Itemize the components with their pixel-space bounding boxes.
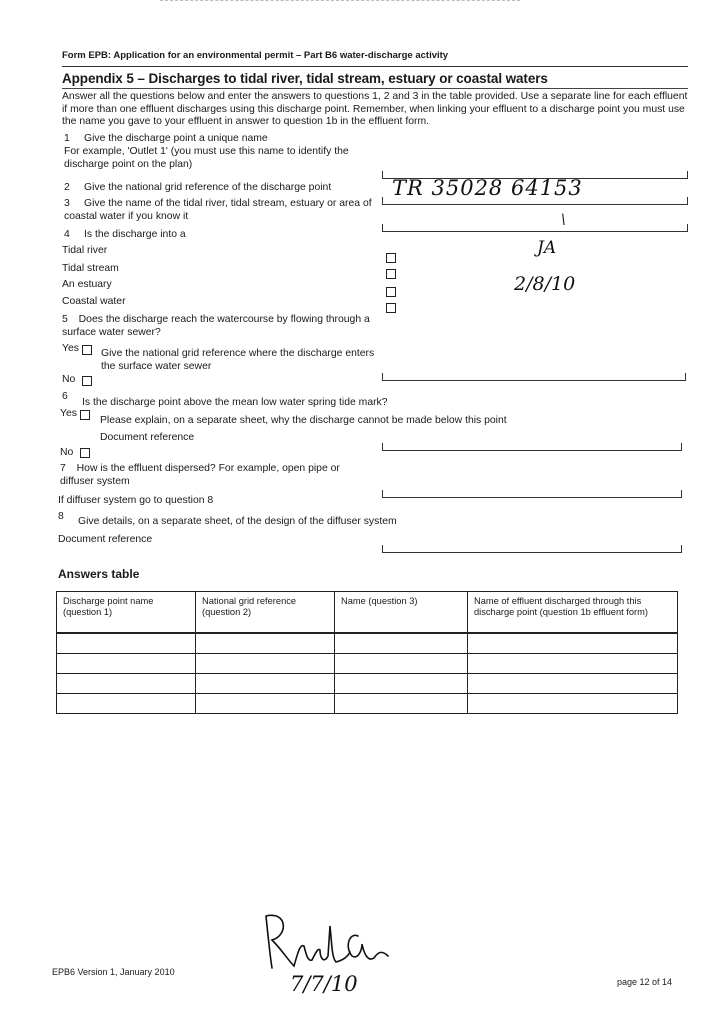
scan-artifact [160, 0, 520, 1]
q1-number: 1 [64, 133, 70, 144]
table-cell[interactable] [57, 654, 196, 674]
q6-docref-label: Document reference [100, 432, 195, 443]
table-row [57, 694, 678, 714]
table-cell[interactable] [335, 674, 468, 694]
table-cell[interactable] [196, 654, 335, 674]
q7-text-block [60, 463, 360, 488]
q2-text: Give the national grid reference of the discharge point [84, 182, 332, 193]
q5-yes-text: Give the national grid reference where the discharge enters the surface water sewer [101, 348, 375, 372]
q4-option-tidal-stream: Tidal stream [62, 263, 119, 274]
form-title: Form EPB: Application for an environmental permit – Part B6 water-discharge activity [62, 50, 449, 61]
q5-yes-label: Yes [62, 343, 79, 354]
q2-number: 2 [64, 182, 70, 193]
q7-text: How is the effluent dispersed? For example, open pipe or diffuser system [60, 463, 340, 487]
q6-text: Is the discharge point above the mean low water spring tide mark? [82, 397, 388, 408]
table-row [57, 654, 678, 674]
form-version: EPB6 Version 1, January 2010 [52, 967, 175, 977]
table-row [57, 633, 678, 654]
column-header: Discharge point name (question 1) [57, 592, 196, 634]
q5-grid-ref-field[interactable] [382, 380, 686, 381]
q4-option-tidal-river: Tidal river [62, 245, 108, 256]
q7-answer-field[interactable] [382, 497, 682, 498]
table-cell[interactable] [468, 654, 678, 674]
q6-number: 6 [62, 391, 68, 402]
table-cell[interactable] [57, 674, 196, 694]
table-cell[interactable] [196, 633, 335, 654]
divider [62, 66, 688, 67]
signature [258, 906, 398, 976]
table-cell[interactable] [57, 694, 196, 714]
q3-handwritten-mark: \ [561, 212, 566, 228]
table-cell[interactable] [57, 633, 196, 654]
q3-text: Give the name of the tidal river, tidal stream, estuary or area of coastal water if you know it [64, 198, 372, 222]
intro-text: Answer all the questions below and enter the answers to questions 1, 2 and 3 in the table provided. Use a separate line for each effluent if more than one effluent discharges using this discharge point. Remember, when linking your effluent to a discharge point you must use the name you gave to your effluent in answer to question 1b in the effluent form. [62, 91, 688, 127]
table-cell[interactable] [335, 654, 468, 674]
q2-handwritten-answer: TR 35028 64153 [392, 176, 583, 200]
q6-no-label: No [60, 447, 74, 458]
q3-number: 3 [64, 198, 70, 209]
table-cell[interactable] [335, 633, 468, 654]
q2-answer-field[interactable] [382, 204, 688, 205]
q5-text: Does the discharge reach the watercourse by flowing through a surface water sewer? [62, 314, 370, 338]
table-cell[interactable] [335, 694, 468, 714]
answers-table-header-row [57, 592, 678, 634]
signature-date: 7/7/10 [290, 972, 358, 996]
q5-no-label: No [62, 374, 76, 385]
table-cell[interactable] [468, 694, 678, 714]
q5-number: 5 [62, 314, 68, 325]
column-header: Name (question 3) [335, 592, 468, 634]
table-cell[interactable] [468, 674, 678, 694]
table-cell[interactable] [196, 674, 335, 694]
q6-no-checkbox[interactable] [80, 448, 90, 458]
q4-coastal-water-checkbox[interactable] [386, 303, 396, 313]
q6-docref-field[interactable] [382, 450, 682, 451]
divider [62, 88, 688, 89]
q6-yes-checkbox[interactable] [80, 410, 90, 420]
table-cell[interactable] [468, 633, 678, 654]
q1-example: For example, 'Outlet 1' (you must use this name to identify the discharge point on the plan) [64, 146, 349, 170]
q4-text: Is the discharge into a [84, 229, 186, 240]
q5-text-block [62, 314, 392, 339]
q3-answer-field[interactable] [382, 231, 688, 232]
q7-note: If diffuser system go to question 8 [58, 495, 214, 506]
q5-no-checkbox[interactable] [82, 376, 92, 386]
table-cell[interactable] [196, 694, 335, 714]
table-row [57, 674, 678, 694]
q8-docref-field[interactable] [382, 552, 682, 553]
handwritten-initials: JA [537, 238, 557, 258]
q7-number: 7 [60, 463, 66, 474]
q6-yes-text: Please explain, on a separate sheet, why the discharge cannot be made below this point [100, 415, 507, 426]
answers-table-title: Answers table [58, 567, 140, 581]
q6-yes-label: Yes [60, 408, 77, 419]
q4-option-estuary: An estuary [62, 279, 112, 290]
q8-docref-label: Document reference [58, 534, 153, 545]
handwritten-date: 2/8/10 [514, 273, 576, 295]
q8-number: 8 [58, 511, 64, 522]
q4-estuary-checkbox[interactable] [386, 287, 396, 297]
q8-text: Give details, on a separate sheet, of the design of the diffuser system [78, 516, 397, 527]
q1-text: Give the discharge point a unique name [84, 133, 268, 144]
q4-tidal-river-checkbox[interactable] [386, 253, 396, 263]
answers-table [56, 591, 678, 714]
q4-option-coastal-water: Coastal water [62, 296, 126, 307]
page-number: page 12 of 14 [617, 977, 673, 987]
column-header: National grid reference (question 2) [196, 592, 335, 634]
q4-tidal-stream-checkbox[interactable] [386, 269, 396, 279]
column-header: Name of effluent discharged through this discharge point (question 1b effluent form) [468, 592, 678, 634]
q5-yes-checkbox[interactable] [82, 345, 92, 355]
appendix-title: Appendix 5 – Discharges to tidal river, tidal stream, estuary or coastal waters [62, 71, 548, 86]
q4-number: 4 [64, 229, 70, 240]
